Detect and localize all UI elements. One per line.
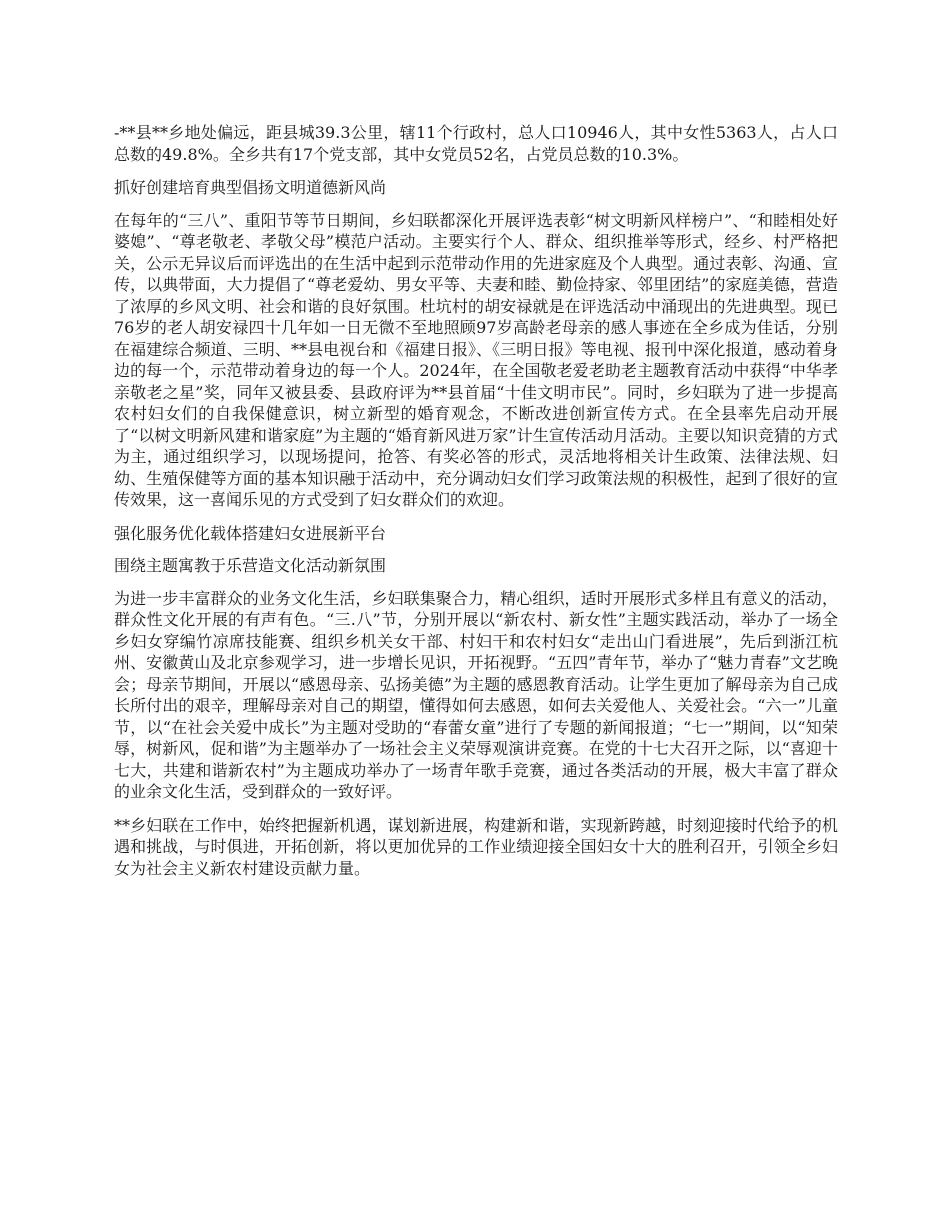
body-paragraph-2: 为进一步丰富群众的业务文化生活，乡妇联集聚合力，精心组织，适时开展形式多样且有意义的活动，群众性文化开展的有声有色。“三.八”节，分别开展以“新农村、新女性”主题实践活动，举办了一场全乡妇女穿编竹凉席技能赛、组织乡机关女干部、村妇干和农村妇女“走出山门看进展”，先后到浙江杭州、安徽黄山及北京参观学习，进一步增长见识，开拓视野。“五四”青年节，举办了“魅力青春”文艺晚会；母亲节期间，开展以“感恩母亲、弘扬美德”为主题的感恩教育活动。让学生更加了解母亲为自己成长所付出的艰辛，理解母亲对自己的期望，懂得如何去感恩，如何去关爱他人、关爱社会。“六一”儿童节，以“在社会关爱中成长”为主题对受助的“春蕾女童”进行了专题的新闻报道；“七一”期间，以“知荣辱，树新风，促和谐”为主题举办了一场社会主义荣辱观演讲竞赛。在党的十七大召开之际，以“喜迎十七大，共建和谐新农村”为主题成功举办了一场青年歌手竞赛，通过各类活动的开展，极大丰富了群众的业余文化生活，受到群众的一致好评。 [114,588,838,801]
document-body [114,122,838,891]
section-heading-2: 强化服务优化载体搭建妇女进展新平台 [114,523,387,543]
intro-paragraph: -**县**乡地处偏远，距县城39.3公里，辖11个行政村，总人口10946人，其中女性5363人，占人口总数的49.8%。全乡共有17个党支部，其中女党员52名，占党员总数的10.3%。 [114,123,838,164]
closing-paragraph: **乡妇联在工作中，始终把握新机遇，谋划新进展，构建新和谐，实现新跨越，时刻迎接时代给予的机遇和挑战，与时俱进，开拓创新，将以更加优异的工作业绩迎接全国妇女十大的胜利召开，引领全乡妇女为社会主义新农村建设贡献力量。 [114,815,838,878]
body-paragraph-1: 在每年的“三八”、重阳节等节日期间，乡妇联都深化开展评选表彰“树文明新风样榜户”、“和睦相处好婆媳”、“尊老敬老、孝敬父母”模范户活动。主要实行个人、群众、组织推举等形式，经乡、村严格把关，公示无异议后而评选出的在生活中起到示范带动作用的先进家庭及个人典型。通过表彰、沟通、宣传，以典带面，大力提倡了“尊老爱幼、男女平等、夫妻和睦、勤俭持家、邻里团结”的家庭美德，营造了浓厚的乡风文明、社会和谐的良好氛围。杜坑村的胡安禄就是在评选活动中涌现出的先进典型。现已76岁的老人胡安禄四十几年如一日无微不至地照顾97岁高龄老母亲的感人事迹在全乡成为佳话，分别在福建综合频道、三明、**县电视台和《福建日报》、《三明日报》等电视、报刊中深化报道，感动着身边的每一个，示范带动着身边的每一个人。2024年，在全国敬老爱老助老主题教育活动中获得“中华孝亲敬老之星”奖，同年又被县委、县政府评为**县首届“十佳文明市民”。同时，乡妇联为了进一步提高农村妇女们的自我保健意识，树立新型的婚育观念，不断改进创新宣传方式。在全县率先启动开展了“以树文明新风建和谐家庭”为主题的“婚育新风进万家”计生宣传活动月活动。主要以知识竞猜的方式为主，通过组织学习，以现场提问，抢答、有奖必答的形式，灵活地将相关计生政策、法律法规、妇幼、生殖保健等方面的基本知识融于活动中，充分调动妇女们学习政策法规的积极性，起到了很好的宣传效果，这一喜闻乐见的方式受到了妇女群众们的欢迎。 [114,210,838,509]
section-heading-1: 抓好创建培育典型倡扬文明道德新风尚 [114,178,387,197]
section-heading-3: 围绕主题寓教于乐营造文化活动新氛围 [114,556,387,575]
